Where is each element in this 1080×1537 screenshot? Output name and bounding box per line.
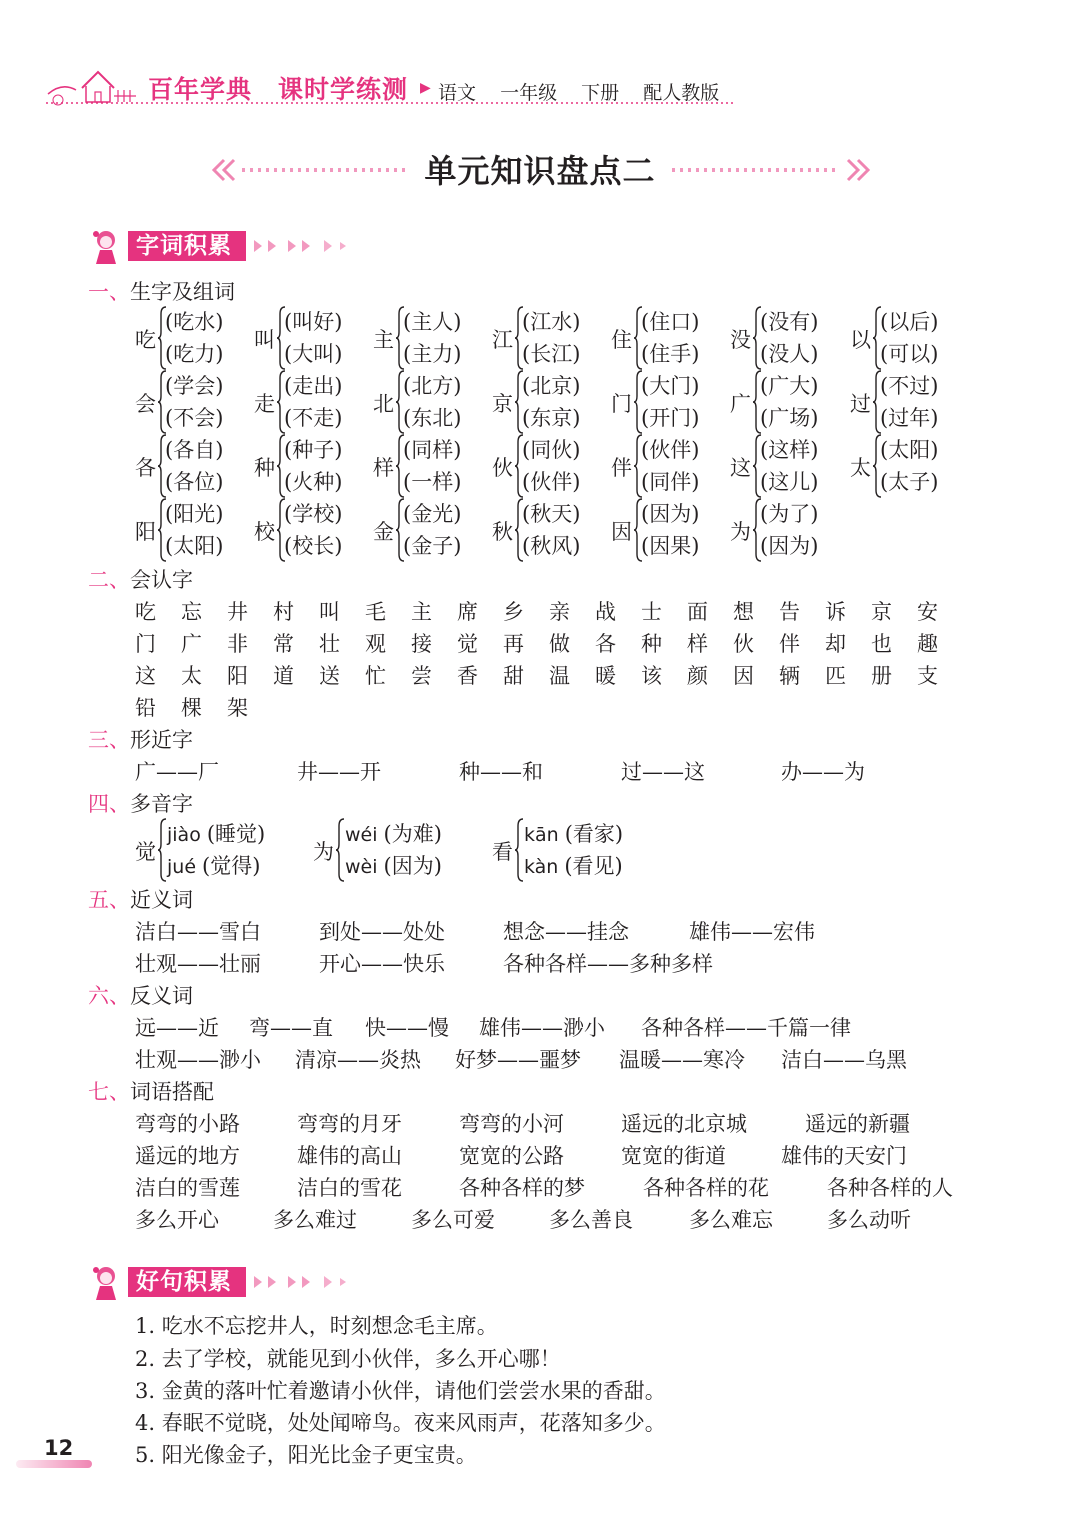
pinyin: kān (524, 824, 559, 846)
collocation-phrase: 宽宽的街道 (621, 1144, 726, 1168)
recognize-character: 席 (457, 600, 478, 624)
character-group (135, 306, 255, 370)
character-group (730, 434, 850, 498)
character-group (850, 434, 970, 498)
girl-mascot-icon (88, 226, 128, 266)
similar-pair: 种——和 (459, 760, 543, 784)
group-word: (因为) (760, 534, 819, 558)
recognize-character: 诉 (825, 600, 846, 624)
group-word: (校长) (284, 534, 343, 558)
recognize-character: 匹 (825, 664, 846, 688)
group-character: 门 (611, 392, 632, 416)
group-word: (太子) (880, 470, 939, 494)
collocation-phrase: 遥远的新疆 (805, 1112, 910, 1136)
group-character: 秋 (492, 520, 513, 544)
collocation-phrase: 多么难过 (273, 1208, 357, 1232)
group-word: (因果) (641, 534, 700, 558)
group-word: (各自) (165, 438, 224, 462)
synonym-pair: 壮观——壮丽 (135, 952, 261, 976)
sentence-item: 2. 去了学校，就能见到小伙伴，多么开心哪！ (135, 1347, 561, 1371)
polyphone-word: (因为) (383, 854, 442, 878)
collocation-phrase: 洁白的雪莲 (135, 1176, 240, 1200)
pinyin: jué (167, 856, 197, 878)
recognize-character: 京 (871, 600, 892, 624)
badge-arrows-icon (248, 234, 428, 258)
antonym-pair: 各种各样——千篇一律 (641, 1016, 851, 1040)
heading-recognize: 二、会认字 (88, 568, 193, 592)
girl-mascot-icon (88, 1262, 128, 1302)
polyphone-word: (睡觉) (206, 822, 266, 846)
group-character: 金 (373, 520, 394, 544)
sentence-item: 5. 阳光像金子，阳光比金子更宝贵。 (135, 1443, 477, 1467)
character-group (492, 306, 612, 370)
group-word: (太阳) (165, 534, 224, 558)
recognize-character: 想 (733, 600, 754, 624)
recognize-character: 该 (641, 664, 662, 688)
recognize-character: 壮 (319, 632, 340, 656)
group-word: (同伴) (641, 470, 700, 494)
group-character: 过 (850, 392, 871, 416)
recognize-character: 册 (871, 664, 892, 688)
polyphone-reading (167, 850, 260, 880)
recognize-character: 伴 (779, 632, 800, 656)
antonym-pair: 雄伟——渺小 (479, 1016, 605, 1040)
sentence-item: 1. 吃水不忘挖井人，时刻想念毛主席。 (135, 1314, 498, 1338)
collocation-phrase: 遥远的北京城 (621, 1112, 747, 1136)
heading-new-characters: 一、生字及组词 (88, 280, 235, 304)
recognize-character: 阳 (227, 664, 248, 688)
group-word: (不过) (880, 374, 939, 398)
character-group (254, 370, 374, 434)
pinyin: wèi (345, 856, 378, 878)
similar-pair: 办——为 (781, 760, 865, 784)
group-word: (伙伴) (522, 470, 581, 494)
recognize-character: 战 (595, 600, 616, 624)
page-number-bar (16, 1460, 92, 1468)
group-word: (秋天) (522, 502, 581, 526)
antonym-pair: 洁白——乌黑 (781, 1048, 907, 1072)
recognize-character: 这 (135, 664, 156, 688)
heading-antonyms: 六、反义词 (88, 984, 193, 1008)
group-word: (吃水) (165, 310, 224, 334)
recognize-character: 却 (825, 632, 846, 656)
recognize-character: 再 (503, 632, 524, 656)
polyphone-word: (看家) (564, 822, 624, 846)
volume-label: 下册 (581, 82, 620, 104)
group-word: (以后) (880, 310, 939, 334)
pinyin: kàn (524, 856, 559, 878)
group-character: 京 (492, 392, 513, 416)
character-group (730, 498, 850, 562)
recognize-character: 也 (871, 632, 892, 656)
polyphone-character: 觉 (135, 840, 156, 864)
recognize-character: 送 (319, 664, 340, 688)
collocation-phrase: 多么善良 (549, 1208, 633, 1232)
recognize-character: 接 (411, 632, 432, 656)
group-word: (住口) (641, 310, 700, 334)
header-arrow-icon: ▶ (420, 80, 431, 96)
collocation-phrase: 各种各样的人 (827, 1176, 953, 1200)
recognize-character: 尝 (411, 664, 432, 688)
recognize-character: 常 (273, 632, 294, 656)
polyphone-word: (觉得) (202, 854, 261, 878)
antonym-pair: 好梦——噩梦 (455, 1048, 581, 1072)
header-dotted-line (46, 100, 736, 106)
group-character: 叫 (254, 328, 275, 352)
group-word: (种子) (284, 438, 343, 462)
antonym-pair: 清凉——炎热 (295, 1048, 421, 1072)
group-word: (主人) (403, 310, 462, 334)
group-word: (开门) (641, 406, 700, 430)
section-badge-label: 好句积累 (128, 1267, 246, 1297)
recognize-character: 告 (779, 600, 800, 624)
synonym-pair: 到处——处处 (319, 920, 445, 944)
group-word: (同样) (403, 438, 462, 462)
group-character: 没 (730, 328, 751, 352)
polyphone-reading (345, 818, 442, 848)
recognize-character: 士 (641, 600, 662, 624)
heading-similar: 三、形近字 (88, 728, 193, 752)
recognize-character: 觉 (457, 632, 478, 656)
character-group (254, 434, 374, 498)
group-word: (同伙) (522, 438, 581, 462)
collocation-phrase: 各种各样的花 (643, 1176, 769, 1200)
group-word: (长江) (522, 342, 581, 366)
group-word: (北京) (522, 374, 581, 398)
character-group (373, 434, 493, 498)
group-word: (过年) (880, 406, 939, 430)
polyphone-reading (345, 850, 442, 880)
collocation-phrase: 多么开心 (135, 1208, 219, 1232)
group-word: (火种) (284, 470, 343, 494)
recognize-character: 忘 (181, 600, 202, 624)
heading-collocations: 七、词语搭配 (88, 1080, 214, 1104)
group-word: (叫好) (284, 310, 343, 334)
section-badge-label: 字词积累 (128, 231, 246, 261)
group-character: 太 (850, 456, 871, 480)
group-word: (没有) (760, 310, 819, 334)
group-word: (这样) (760, 438, 819, 462)
collocation-phrase: 多么动听 (827, 1208, 911, 1232)
character-group (492, 434, 612, 498)
character-group (373, 370, 493, 434)
recognize-character: 棵 (181, 696, 202, 720)
antonym-pair: 温暖——寒冷 (619, 1048, 745, 1072)
synonym-pair: 各种各样——多种多样 (503, 952, 713, 976)
recognize-character: 伙 (733, 632, 754, 656)
group-character: 因 (611, 520, 632, 544)
group-word: (不会) (165, 406, 224, 430)
sentence-item: 4. 春眠不觉晓，处处闻啼鸟。夜来风雨声，花落知多少。 (135, 1411, 666, 1435)
section-badge-vocabulary (88, 226, 448, 266)
page-title: 单元知识盘点二 (424, 152, 656, 190)
group-word: (大叫) (284, 342, 343, 366)
grade-label: 一年级 (500, 82, 558, 104)
pinyin: jiào (167, 824, 201, 846)
character-group (492, 498, 612, 562)
recognize-character: 暖 (595, 664, 616, 688)
group-character: 种 (254, 456, 275, 480)
recognize-character: 非 (227, 632, 248, 656)
synonym-pair: 开心——快乐 (319, 952, 445, 976)
group-character: 北 (373, 392, 394, 416)
character-group (611, 498, 731, 562)
group-word: (因为) (641, 502, 700, 526)
synonym-pair: 洁白——雪白 (135, 920, 261, 944)
character-group (135, 498, 255, 562)
character-group (254, 498, 374, 562)
series-brand: 百年学典 课时学练测 (148, 75, 409, 104)
group-character: 吃 (135, 328, 156, 352)
group-word: (东京) (522, 406, 581, 430)
polyphone-reading (524, 850, 623, 880)
title-right-chevrons-icon (672, 156, 872, 184)
pinyin: wéi (345, 824, 378, 846)
character-group (611, 306, 731, 370)
group-word: (走出) (284, 374, 343, 398)
recognize-character: 支 (917, 664, 938, 688)
group-word: (主力) (403, 342, 462, 366)
character-group (373, 498, 493, 562)
character-group (850, 370, 970, 434)
group-word: (江水) (522, 310, 581, 334)
polyphone-word: (看见) (564, 854, 623, 878)
recognize-character: 做 (549, 632, 570, 656)
group-character: 主 (373, 328, 394, 352)
recognize-character: 忙 (365, 664, 386, 688)
group-character: 伙 (492, 456, 513, 480)
recognize-character: 叫 (319, 600, 340, 624)
recognize-character: 因 (733, 664, 754, 688)
polyphone-character: 看 (492, 840, 513, 864)
group-word: (金光) (403, 502, 462, 526)
group-word: (吃力) (165, 342, 224, 366)
polyphone-character: 为 (313, 840, 334, 864)
group-character: 江 (492, 328, 513, 352)
recognize-character: 毛 (365, 600, 386, 624)
group-word: (这儿) (760, 470, 819, 494)
group-character: 伴 (611, 456, 632, 480)
sentence-item: 3. 金黄的落叶忙着邀请小伙伴，请他们尝尝水果的香甜。 (135, 1379, 666, 1403)
group-word: (各位) (165, 470, 224, 494)
recognize-character: 太 (181, 664, 202, 688)
group-word: (阳光) (165, 502, 224, 526)
character-group (730, 370, 850, 434)
group-word: (伙伴) (641, 438, 700, 462)
recognize-character: 颜 (687, 664, 708, 688)
polyphone-reading (524, 818, 623, 848)
character-group (492, 370, 612, 434)
collocation-phrase: 各种各样的梦 (459, 1176, 585, 1200)
recognize-character: 亲 (549, 600, 570, 624)
heading-synonyms: 五、近义词 (88, 888, 193, 912)
group-word: (为了) (760, 502, 819, 526)
group-word: (金子) (403, 534, 462, 558)
group-word: (不走) (284, 406, 343, 430)
recognize-character: 面 (687, 600, 708, 624)
recognize-character: 铅 (135, 696, 156, 720)
section-badge-sentences (88, 1262, 448, 1302)
group-character: 这 (730, 456, 751, 480)
group-word: (可以) (880, 342, 939, 366)
recognize-character: 温 (549, 664, 570, 688)
group-word: (北方) (403, 374, 462, 398)
collocation-phrase: 弯弯的小路 (135, 1112, 240, 1136)
similar-pair: 广——厂 (135, 760, 219, 784)
group-character: 走 (254, 392, 275, 416)
recognize-character: 观 (365, 632, 386, 656)
recognize-character: 甜 (503, 664, 524, 688)
character-group (254, 306, 374, 370)
character-group (135, 370, 255, 434)
recognize-character: 各 (595, 632, 616, 656)
polyphone-reading (167, 818, 265, 848)
group-word: (大门) (641, 374, 700, 398)
collocation-phrase: 洁白的雪花 (297, 1176, 402, 1200)
group-word: (住手) (641, 342, 700, 366)
group-character: 校 (254, 520, 275, 544)
badge-arrows-icon (248, 1270, 428, 1294)
character-group (611, 434, 731, 498)
character-group (730, 306, 850, 370)
group-character: 阳 (135, 520, 156, 544)
group-character: 以 (850, 328, 871, 352)
heading-polyphones: 四、多音字 (88, 792, 193, 816)
group-character: 会 (135, 392, 156, 416)
collocation-phrase: 多么难忘 (689, 1208, 773, 1232)
antonym-pair: 壮观——渺小 (135, 1048, 261, 1072)
antonym-pair: 快——慢 (365, 1016, 449, 1040)
recognize-character: 安 (917, 600, 938, 624)
collocation-phrase: 遥远的地方 (135, 1144, 240, 1168)
recognize-character: 样 (687, 632, 708, 656)
group-character: 样 (373, 456, 394, 480)
group-word: (广场) (760, 406, 819, 430)
collocation-phrase: 多么可爱 (411, 1208, 495, 1232)
edition-label: 配人教版 (643, 82, 720, 104)
polyphone-word: (为难) (383, 822, 442, 846)
group-word: (广大) (760, 374, 819, 398)
recognize-character: 乡 (503, 600, 524, 624)
recognize-character: 道 (273, 664, 294, 688)
group-character: 各 (135, 456, 156, 480)
subject-label: 语文 (438, 82, 477, 104)
group-character: 住 (611, 328, 632, 352)
recognize-character: 主 (411, 600, 432, 624)
antonym-pair: 远——近 (135, 1016, 219, 1040)
recognize-character: 架 (227, 696, 248, 720)
left-brace-icon (514, 818, 524, 882)
group-word: (太阳) (880, 438, 939, 462)
group-word: (学校) (284, 502, 343, 526)
similar-pair: 过——这 (621, 760, 705, 784)
antonym-pair: 弯——直 (249, 1016, 333, 1040)
recognize-character: 香 (457, 664, 478, 688)
character-group (135, 434, 255, 498)
group-word: (没人) (760, 342, 819, 366)
recognize-character: 门 (135, 632, 156, 656)
group-character: 为 (730, 520, 751, 544)
synonym-pair: 雄伟——宏伟 (689, 920, 815, 944)
synonym-pair: 想念——挂念 (503, 920, 629, 944)
recognize-character: 辆 (779, 664, 800, 688)
group-word: (东北) (403, 406, 462, 430)
collocation-phrase: 雄伟的天安门 (781, 1144, 907, 1168)
page-number: 12 (44, 1436, 74, 1460)
recognize-character: 吃 (135, 600, 156, 624)
group-word: (一样) (403, 470, 462, 494)
collocation-phrase: 弯弯的月牙 (297, 1112, 402, 1136)
recognize-character: 广 (181, 632, 202, 656)
collocation-phrase: 雄伟的高山 (297, 1144, 402, 1168)
character-group (611, 370, 731, 434)
group-word: (学会) (165, 374, 224, 398)
group-character: 广 (730, 392, 751, 416)
group-word: (秋风) (522, 534, 581, 558)
left-brace-icon (335, 818, 345, 882)
recognize-character: 趣 (917, 632, 938, 656)
recognize-character: 种 (641, 632, 662, 656)
recognize-character: 井 (227, 600, 248, 624)
left-brace-icon (157, 818, 167, 882)
collocation-phrase: 宽宽的公路 (459, 1144, 564, 1168)
character-group (373, 306, 493, 370)
collocation-phrase: 弯弯的小河 (459, 1112, 564, 1136)
character-group (850, 306, 970, 370)
similar-pair: 井——开 (297, 760, 381, 784)
recognize-character: 村 (273, 600, 294, 624)
